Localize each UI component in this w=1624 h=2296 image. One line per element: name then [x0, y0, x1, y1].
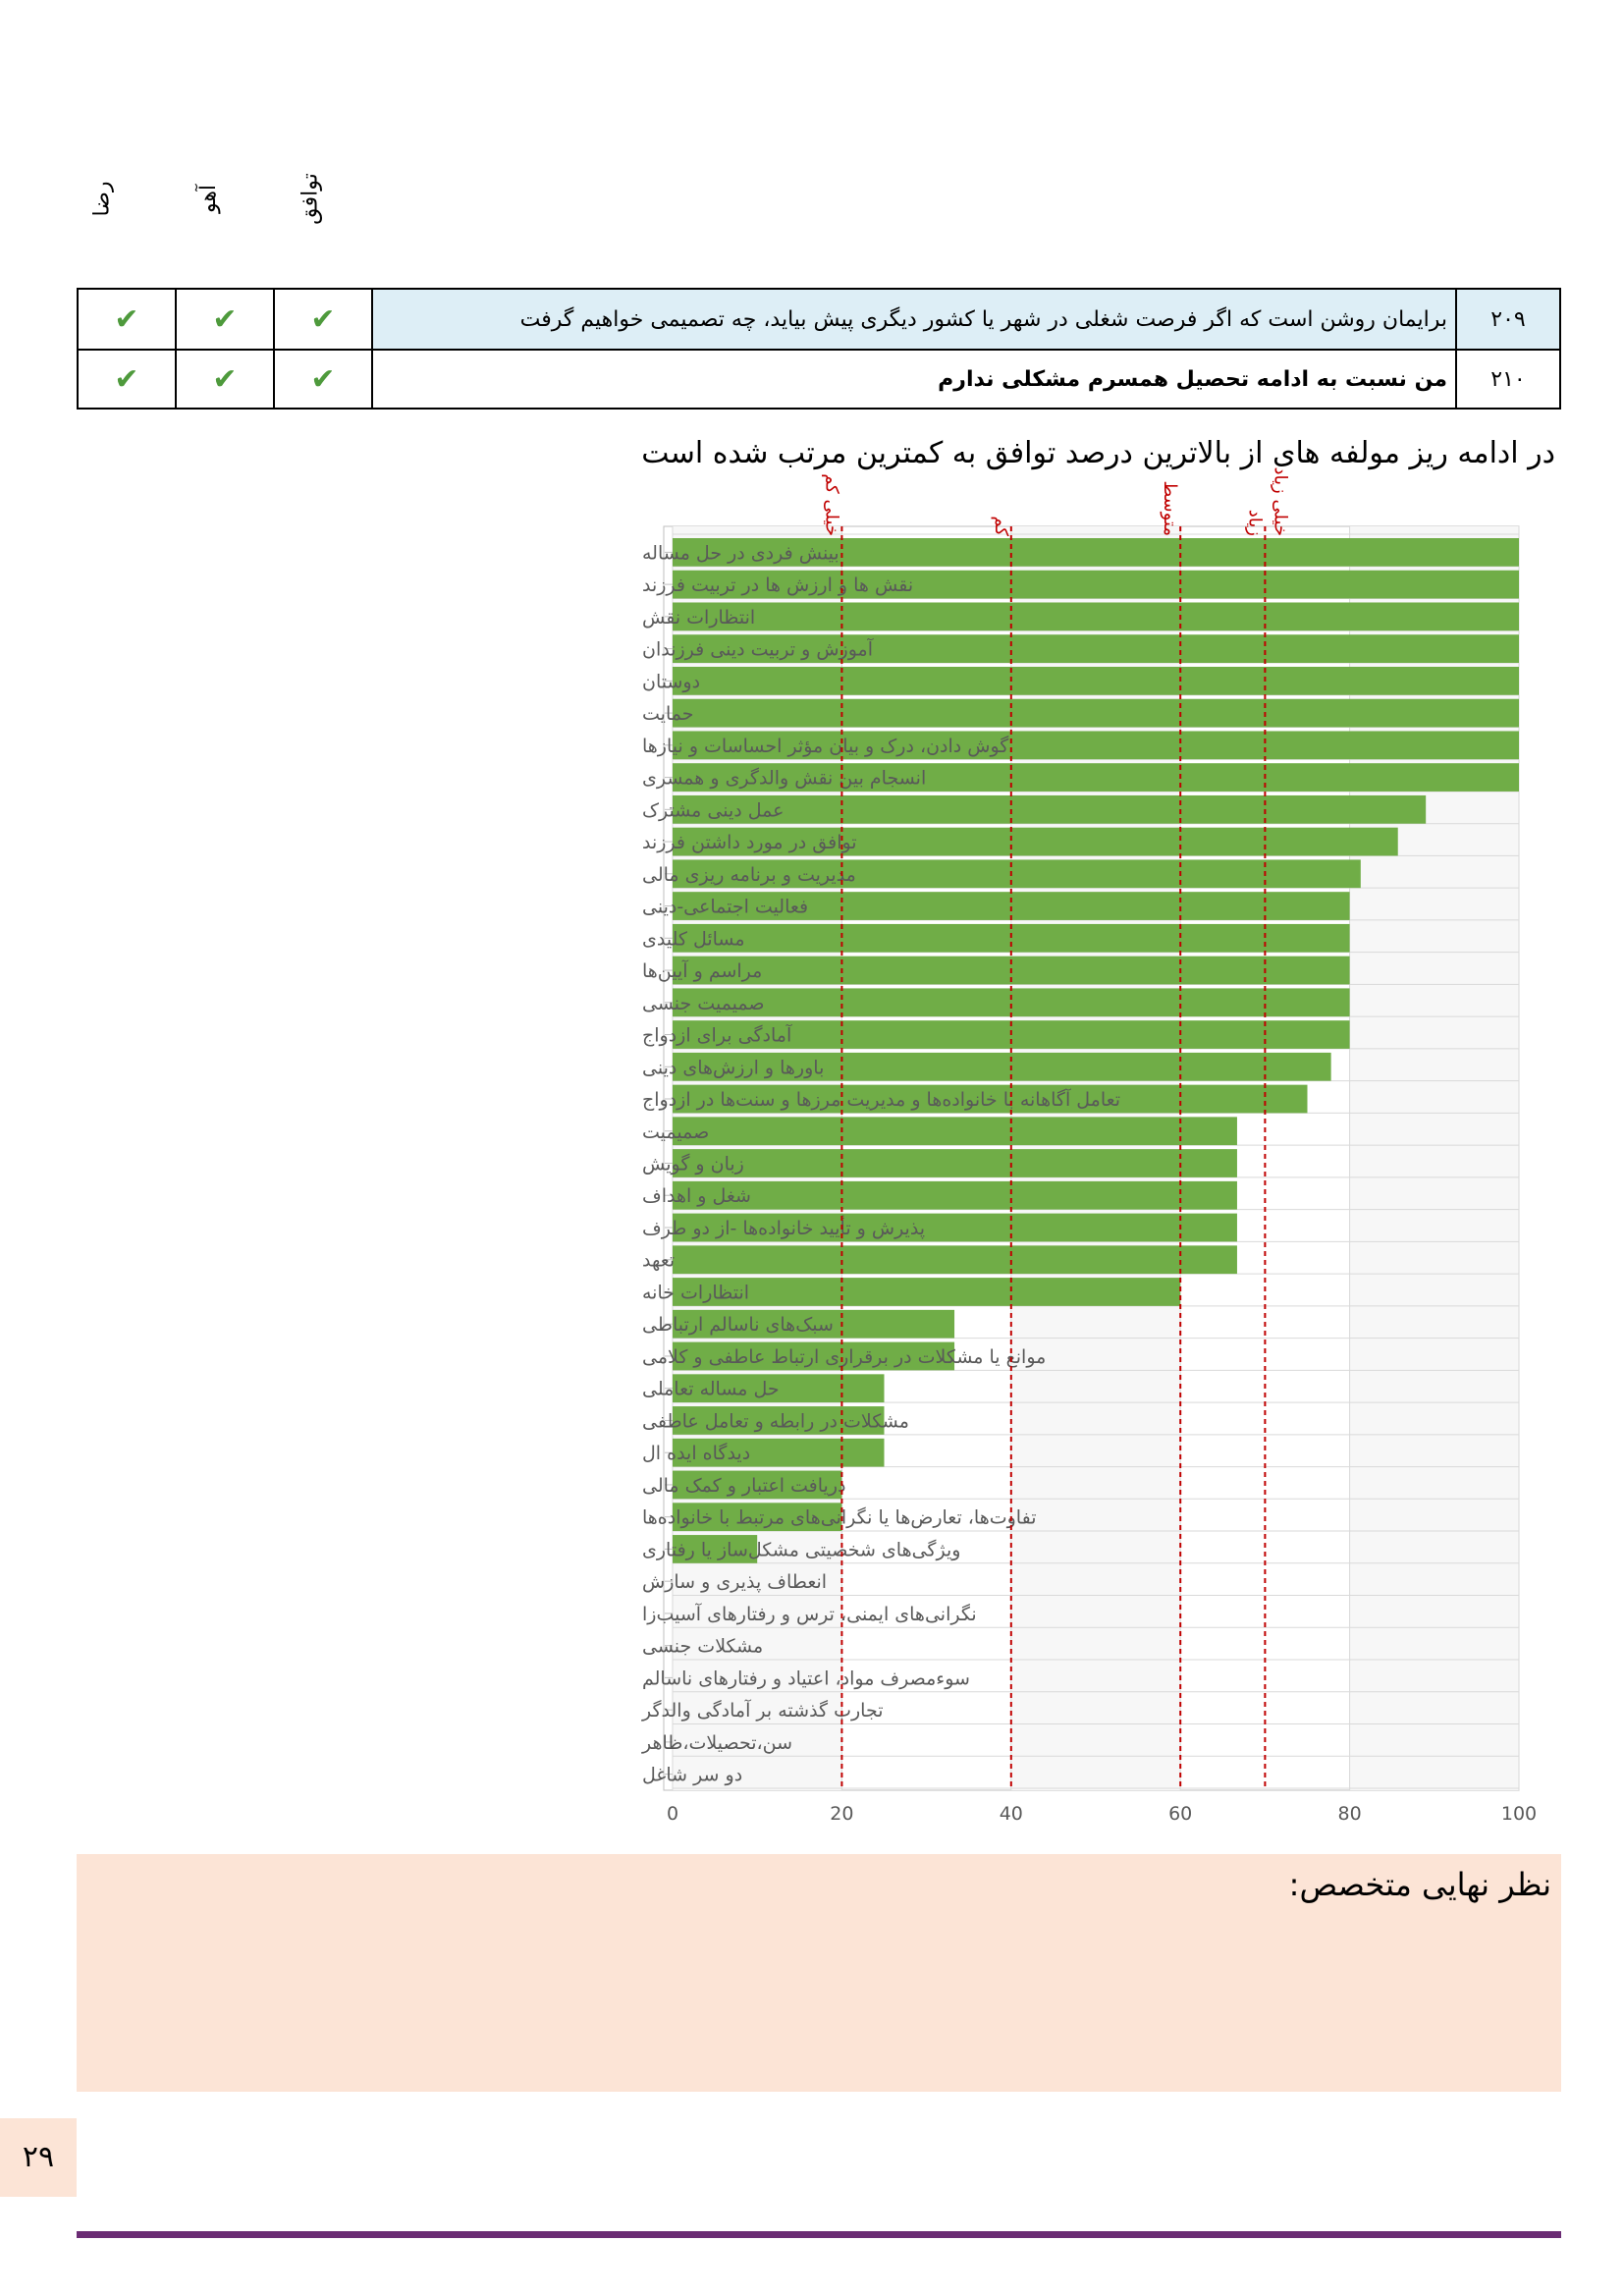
category-label: توافق در مورد داشتن فرزند: [642, 832, 857, 854]
category-label: زبان و گویش: [642, 1153, 744, 1175]
category-label: گوش دادن، درک و بیان مؤثر احساسات و نیازها: [642, 735, 1009, 757]
category-label: انعطاف پذیری و سازش: [642, 1571, 828, 1594]
category-label: تفاوت‌ها، تعارض‌ها یا نگرانی‌های مرتبط با خانواده‌ها: [642, 1506, 1037, 1529]
category-label: مدیریت و برنامه ریزی مالی: [642, 863, 856, 886]
col-label-ahoo: آهو: [196, 184, 222, 214]
reference-label: زیاد: [1244, 509, 1266, 536]
category-label: انتظارات نقش: [642, 606, 756, 629]
question-number: ۲۰۹: [1456, 289, 1560, 350]
check-icon: ✔: [78, 289, 176, 350]
category-label: عمل دینی مشترک: [642, 799, 785, 822]
bar: [673, 667, 1519, 695]
reference-label: کم: [990, 516, 1011, 536]
category-label: آموزش و تربیت دینی فرزندان: [642, 638, 873, 661]
category-label: تجارب گذشته بر آمادگی والدگر: [642, 1700, 884, 1722]
x-tick-label: 20: [830, 1803, 854, 1825]
bar: [673, 1149, 1237, 1177]
category-label: شغل و اهداف: [642, 1185, 751, 1208]
category-label: تعامل آگاهانه با خانواده‌ها و مدیریت مرزها و سنت‌ها در ازدواج: [642, 1089, 1121, 1112]
reference-label: خیلی زیاد: [1270, 466, 1291, 536]
section-subheading: در ادامه ریز مولفه های از بالاترین درصد توافق به کمترین مرتب شده است: [641, 436, 1555, 470]
category-label: صمیمیت: [642, 1121, 710, 1143]
category-label: حمایت: [642, 703, 694, 726]
category-label: سن،تحصیلات،ظاهر: [642, 1731, 793, 1754]
category-label: آمادگی برای ازدواج: [642, 1024, 792, 1047]
category-label: صمیمیت جنسی: [642, 992, 765, 1014]
expert-opinion-title: نظر نهایی متخصص:: [1288, 1866, 1551, 1903]
footer-divider: [77, 2231, 1561, 2238]
x-tick-label: 0: [666, 1803, 679, 1825]
category-label: مراسم و آیین‌ها: [642, 960, 763, 983]
category-label: انسجام بین نقش والدگری و همسری: [642, 767, 927, 790]
question-number: ۲۱۰: [1456, 350, 1560, 409]
category-label: تعهد: [642, 1249, 676, 1272]
bar: [673, 699, 1519, 728]
x-tick-label: 100: [1500, 1803, 1538, 1825]
category-label: سبک‌های ناسالم ارتباطی: [642, 1314, 834, 1337]
category-label: ویژگی‌های شخصیتی مشکل‌ساز یا رفتاری: [642, 1539, 961, 1561]
category-label: پذیرش و تأیید خانواده‌ها -از دو طرف: [642, 1217, 926, 1239]
col-label-reza: رضا: [89, 181, 115, 217]
question-text: من نسبت به ادامه تحصیل همسرم مشکلی ندارم: [372, 350, 1456, 409]
bar: [673, 988, 1350, 1016]
bar: [673, 1245, 1237, 1274]
category-label: باورها و ارزش‌های دینی: [642, 1057, 825, 1079]
bar: [673, 602, 1519, 630]
x-tick-label: 40: [999, 1803, 1023, 1825]
category-label: نقش ها و ارزش ها در تربیت فرزند: [642, 574, 914, 597]
check-icon: ✔: [176, 289, 274, 350]
category-label: دوستان: [642, 671, 701, 693]
check-icon: ✔: [78, 350, 176, 409]
check-icon: ✔: [274, 289, 372, 350]
x-tick-label: 60: [1168, 1803, 1193, 1825]
category-label: حل مساله تعاملی: [642, 1378, 780, 1400]
check-icon: ✔: [176, 350, 274, 409]
category-label: مشکلات در رابطه و تعامل عاطفی: [642, 1410, 909, 1433]
category-label: مشکلات جنسی: [642, 1635, 764, 1658]
category-label: انتظارات خانه: [642, 1282, 750, 1304]
page-number: ۲۹: [0, 2118, 77, 2197]
category-label: دریافت اعتبار و کمک مالی: [642, 1474, 846, 1497]
category-label: فعالیت اجتماعی-دینی: [642, 896, 809, 918]
category-label: دو سر شاغل: [642, 1764, 743, 1786]
x-tick-label: 80: [1337, 1803, 1362, 1825]
category-label: بینش فردی در حل مساله: [642, 542, 839, 565]
category-label: موانع یا مشکلات در برقراری ارتباط عاطفی و کلامی: [642, 1345, 1047, 1368]
expert-opinion-box: [77, 1854, 1561, 2092]
category-label: دیدگاه ایده ال: [642, 1443, 751, 1465]
col-label-agreement: توافق: [298, 173, 323, 225]
reference-label: متوسط: [1160, 480, 1181, 536]
check-icon: ✔: [274, 350, 372, 409]
bar: [673, 1117, 1237, 1145]
question-text: برایمان روشن است که اگر فرصت شغلی در شهر یا کشور دیگری پیش بیاید، چه تصمیمی خواهیم گرفت: [372, 289, 1456, 350]
category-label: نگرانی‌های ایمنی، ترس و رفتارهای آسیب‌زا: [642, 1603, 977, 1625]
reference-label: خیلی کم: [821, 473, 842, 536]
bar: [673, 1181, 1237, 1210]
bar: [673, 795, 1426, 824]
category-label: مسائل کلیدی: [642, 928, 745, 951]
category-label: سوءمصرف مواد، اعتیاد و رفتارهای ناسالم: [642, 1667, 970, 1690]
